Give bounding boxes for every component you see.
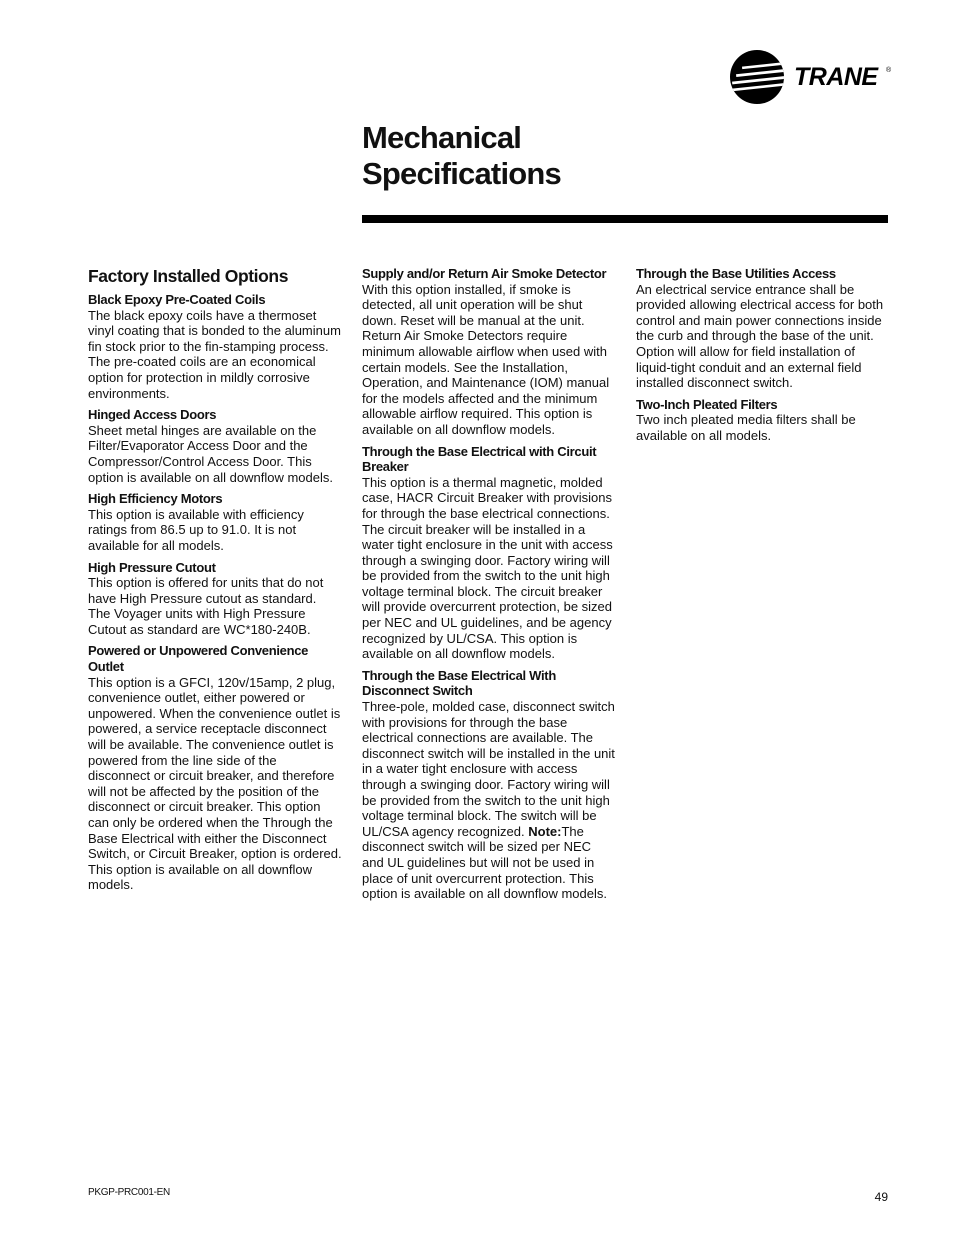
option-title: High Efficiency Motors [88, 491, 223, 507]
trane-logo-mark [728, 48, 898, 106]
option-body: This option is offered for units that do not have High Pressure cutout as standard. The Voyager units with High Pressure Cutout as standard are WC*180-240B. [88, 575, 324, 637]
column-2 [362, 266, 616, 908]
column-3 [636, 266, 890, 450]
option-black-epoxy-coils [88, 292, 342, 401]
option-high-efficiency-motors [88, 491, 342, 553]
option-pleated-filters [636, 397, 890, 444]
section-heading: Factory Installed Options [88, 266, 289, 286]
page-title [362, 120, 561, 192]
option-title: Through the Base Electrical with Circuit Breaker [362, 443, 597, 475]
option-utilities-access [636, 266, 890, 391]
option-title: Supply and/or Return Air Smoke Detector [362, 266, 607, 281]
option-circuit-breaker [362, 444, 616, 662]
option-body: Two inch pleated media filters shall be available on all models. [636, 412, 856, 443]
trane-logo [728, 48, 898, 106]
option-body: Sheet metal hinges are available on the Filter/Evaporator Access Door and the Compressor/Control Access Door. This option is available on all downflow models. [88, 422, 333, 485]
page-number: 49 [874, 1190, 888, 1204]
option-hinged-access-doors [88, 407, 342, 485]
option-title: Hinged Access Doors [88, 407, 217, 423]
option-body: This option is available with efficiency ratings from 86.5 up to 91.0. It is not available for all models. [88, 506, 304, 553]
option-smoke-detector [362, 266, 616, 438]
page-title-line-1: Mechanical [362, 120, 522, 155]
option-disconnect-switch [362, 668, 616, 902]
registered-mark: ® [886, 67, 892, 74]
option-title: Powered or Unpowered Convenience Outlet [88, 643, 309, 675]
option-title: Through the Base Electrical With Disconnect Switch [362, 667, 556, 699]
option-title: Black Epoxy Pre-Coated Coils [88, 292, 266, 307]
option-high-pressure-cutout [88, 560, 342, 638]
option-title: High Pressure Cutout [88, 559, 216, 575]
option-body: An electrical service entrance shall be provided allowing electrical access for both control and main power connections inside the curb and through the base of the unit. Option will allow for field installation of liquid-tight conduit and an external field installed disconnect switch. [636, 281, 884, 391]
trane-wordmark: TRANE [794, 63, 878, 91]
option-body [362, 699, 616, 902]
document-number: PKGP-PRC001-EN [88, 1187, 170, 1198]
note-text: The disconnect switch will be sized per NEC and UL guidelines but will not be used in place of unit overcurrent protection. This option is available on all downflow models. [362, 823, 607, 902]
option-body: With this option installed, if smoke is detected, all unit operation will be shut down. Reset will be manual at the unit. Return Air Smoke Detectors require minimum allowable airflow when used with certain models. See the Installation, Operation, and Maintenance (IOM) manual for the models affected and the minimum allowable airflow required. This option is available on all downflow models. [362, 281, 610, 437]
option-body: This option is a thermal magnetic, molded case, HACR Circuit Breaker with provisions for through the base electrical connections. The circuit breaker will be installed in a water tight enclosure in the unit with access through a swinging door. Factory wiring will be provided from the switch to the unit high voltage terminal block. The circuit breaker will provide overcurrent protection, be sized per NEC and UL guidelines, and be agency recognized by UL/CSA. This option is available on all downflow models. [362, 474, 613, 662]
title-rule [362, 215, 888, 223]
note-label: Note: [528, 823, 562, 839]
option-body: This option is a GFCI, 120v/15amp, 2 plug, convenience outlet, either powered or unpowered. When the convenience outlet is powered, a service receptacle disconnect will be available. The convenience outlet is powered from the line side of the disconnect or circuit breaker, and therefore will not be affected by the position of the disconnect or circuit breaker. This option can only be ordered when the Through the Base Electrical with either the Disconnect Switch, or Circuit Breaker, option is ordered. This option is available on all downflow models. [88, 674, 342, 893]
option-convenience-outlet [88, 643, 342, 893]
column-1 [88, 266, 342, 899]
page-title-line-2: Specifications [362, 156, 561, 191]
option-title: Two-Inch Pleated Filters [636, 396, 778, 412]
option-body: The black epoxy coils have a thermoset vinyl coating that is bonded to the aluminum fin stock prior to the fin-stamping process. The pre-coated coils are an economical option for protection in mildly corrosive environments. [88, 307, 341, 401]
option-title: Through the Base Utilities Access [636, 266, 836, 281]
option-body-text: Three-pole, molded case, disconnect switch with provisions for through the base electrical connections are available. The disconnect switch will be installed in the unit in a water tight enclosure with access through a swinging door. Factory wiring will be provided from the switch to the unit high voltage terminal block. The switch will be UL/CSA agency recognized. [362, 699, 615, 839]
